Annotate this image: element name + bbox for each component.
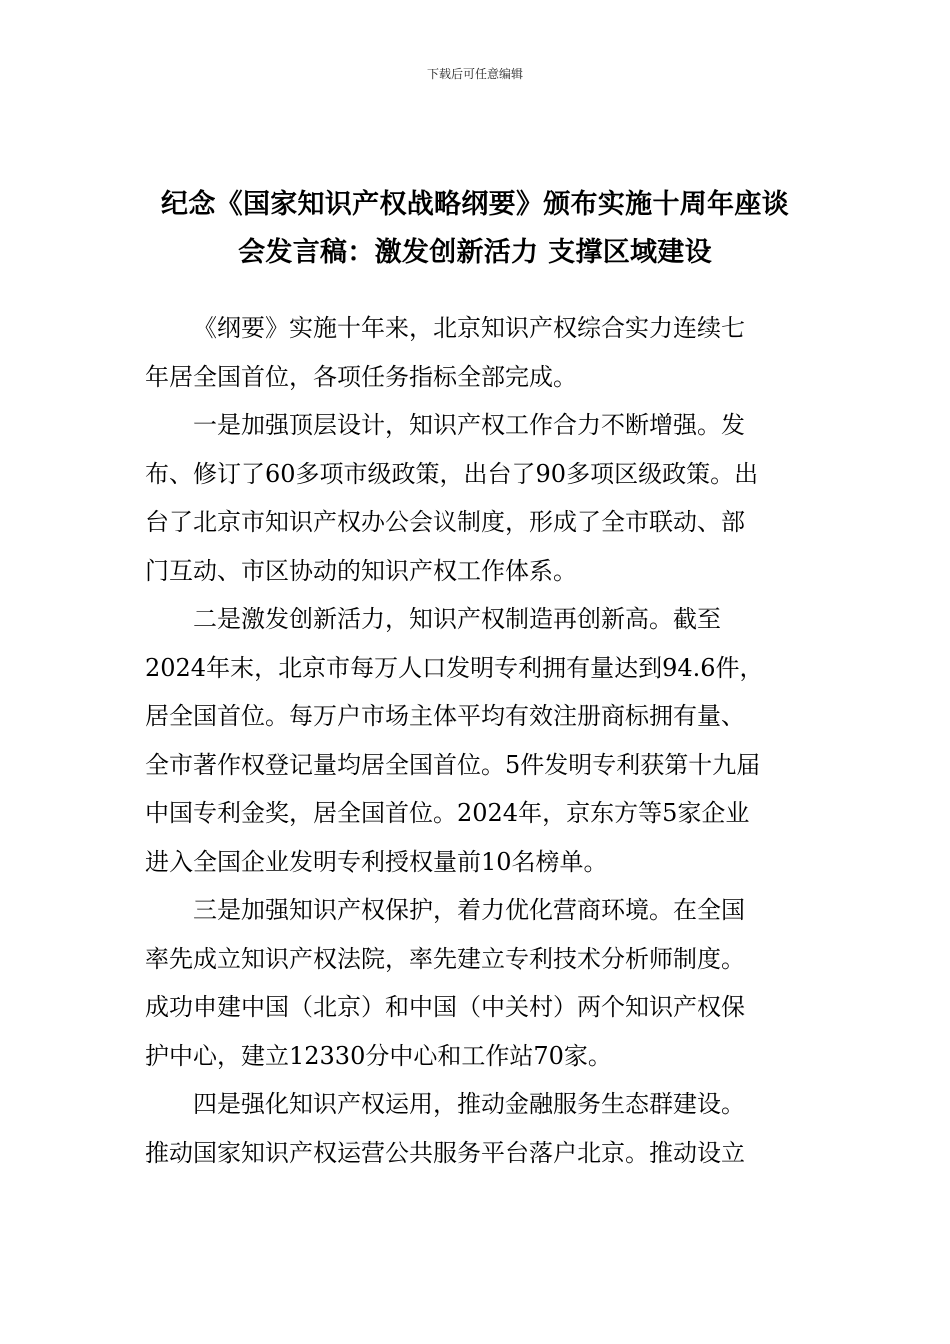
- paragraph-line: 居全国首位。每万户市场主体平均有效注册商标拥有量、: [145, 702, 745, 730]
- paragraph-top-level-design: [145, 401, 805, 595]
- title-line: 会发言稿：激发创新活力 支撑区域建设: [238, 237, 712, 268]
- paragraph-line: 一是加强顶层设计，知识产权工作合力不断增强。发: [193, 411, 745, 439]
- paragraph-line: 三是加强知识产权保护，着力优化营商环境。在全国: [193, 896, 745, 924]
- paragraph-line: 进入全国企业发明专利授权量前10名榜单。: [145, 847, 608, 876]
- paragraph-line: 成功申建中国（北京）和中国（中关村）两个知识产权保: [145, 993, 745, 1021]
- paragraph-line: 四是强化知识产权运用，推动金融服务生态群建设。: [193, 1090, 745, 1118]
- paragraph-line: 二是激发创新活力，知识产权制造再创新高。截至: [193, 605, 721, 633]
- paragraph-line: 全市著作权登记量均居全国首位。5件发明专利获第十九届: [145, 750, 761, 779]
- document-title: [130, 181, 820, 277]
- paragraph-protection: [145, 886, 805, 1080]
- paragraph-intro: [145, 304, 805, 401]
- paragraph-line: 布、修订了60多项市级政策，出台了90多项区级政策。出: [145, 459, 759, 488]
- paragraph-line: 推动国家知识产权运营公共服务平台落户北京。推动设立: [145, 1138, 745, 1167]
- paragraph-line: 2024年末，北京市每万人口发明专利拥有量达到94.6件，: [145, 653, 764, 682]
- document-body: [145, 304, 805, 1177]
- paragraph-innovation: [145, 595, 805, 886]
- paragraph-utilization: [145, 1080, 805, 1177]
- page-header: 下载后可任意编辑: [426, 67, 523, 81]
- paragraph-line: 护中心，建立12330分中心和工作站70家。: [145, 1041, 612, 1070]
- paragraph-line: 率先成立知识产权法院，率先建立专利技术分析师制度。: [145, 944, 745, 973]
- paragraph-line: 门互动、市区协动的知识产权工作体系。: [145, 556, 577, 585]
- paragraph-line: 年居全国首位，各项任务指标全部完成。: [145, 362, 577, 391]
- paragraph-line: 《纲要》实施十年来，北京知识产权综合实力连续七: [193, 314, 745, 342]
- paragraph-line: 台了北京市知识产权办公会议制度，形成了全市联动、部: [145, 508, 745, 536]
- title-line: 纪念《国家知识产权战略纲要》颁布实施十周年座谈: [161, 189, 789, 220]
- paragraph-line: 中国专利金奖，居全国首位。2024年，京东方等5家企业: [145, 799, 750, 827]
